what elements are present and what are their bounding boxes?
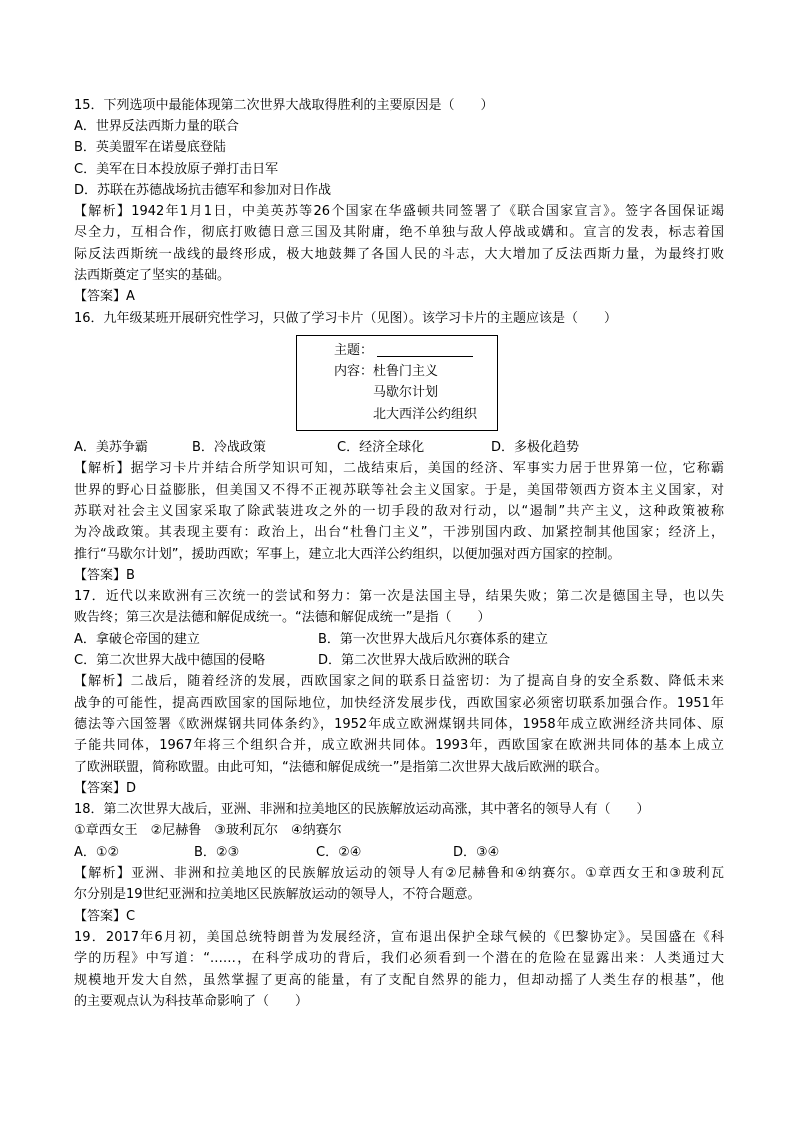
question-15-option-a: A．世界反法西斯力量的联合 — [74, 119, 239, 134]
question-16-analysis-line: 苏联对社会主义国家采取了除武装进攻之外的一切手段的敌对行动，以“遏制”共产主义，这种政策被称 — [74, 504, 724, 519]
question-15-analysis-line: 【解析】1942年1月1日，中美英苏等26个国家在华盛顿共同签署了《联合国家宣言》。签字各国保证竭 — [74, 204, 724, 219]
card-content-label: 内容： — [334, 364, 374, 379]
question-17-option-c: C．第二次世界大战中德国的侵略 — [74, 653, 266, 668]
question-17-option-b: B．第一次世界大战后凡尔赛体系的建立 — [318, 632, 548, 647]
question-15-analysis-line: 际反法西斯统一战线的最终形成，极大地鼓舞了各国人民的斗志，大大增加了反法西斯力量，为最终打败 — [74, 247, 724, 262]
question-15-option-d: D．苏联在苏德战场抗击德军和参加对日作战 — [74, 183, 332, 198]
question-19-stem: 的主要观点认为科技革命影响了（ ） — [74, 994, 309, 1009]
card-item: 杜鲁门主义 — [373, 364, 439, 379]
question-15-answer: 【答案】A — [74, 289, 135, 304]
question-18-option-c: C．②④ — [316, 845, 362, 860]
question-17-analysis-line: 了欧洲联盟，简称欧盟。由此可知，“法德和解促成统一”是指第二次世界大战后欧洲的联合。 — [74, 760, 608, 775]
card-item: 北大西洋公约组织 — [373, 407, 478, 422]
card-theme-label: 主题： — [334, 343, 374, 358]
question-16-analysis-line: 世界的野心日益膨胀，但美国又不得不正视苏联等社会主义国家。于是，美国带领西方资本主义国家，对 — [74, 483, 724, 498]
question-17-option-a: A．拿破仑帝国的建立 — [74, 632, 200, 647]
question-16-option-b: B．冷战政策 — [192, 440, 266, 455]
question-18-answer: 【答案】C — [74, 909, 136, 924]
question-16-analysis-line: 为冷战政策。其表现主要有：政治上，出台“杜鲁门主义”，干涉别国内政、加紧控制其他国家；经济上， — [74, 525, 724, 540]
question-18-option-d: D．③④ — [453, 845, 500, 860]
question-16-option-a: A．美苏争霸 — [74, 440, 148, 455]
question-17-stem: 败告终；第三次是法德和解促成统一。“法德和解促成统一”是指（ ） — [74, 610, 491, 625]
question-18-option-b: B．②③ — [194, 845, 240, 860]
question-17-stem: 17．近代以来欧洲有三次统一的尝试和努力：第一次是法国主导，结果失败；第二次是德国主导，也以失 — [74, 589, 724, 604]
question-17-analysis-line: 【解析】二战后，随着经济的发展，西欧国家之间的联系日益密切：为了提高自身的安全系数、降低未来 — [74, 674, 724, 689]
question-16-analysis-line: 推行“马歇尔计划”，援助西欧；军事上，建立北大西洋公约组织，以便加强对西方国家的控制。 — [74, 547, 621, 562]
card-item: 马歇尔计划 — [373, 385, 439, 400]
question-19-stem: 学的历程》中写道：“……，在科学成功的背后，我们必须看到一个潜在的危险在显露出来：人类通过大 — [74, 951, 724, 966]
question-17-analysis-line: 子能共同体，1967年将三个组织合并，成立欧洲共同体。1993年，西欧国家在欧洲共同体的基本上成立 — [74, 738, 724, 753]
question-16-answer: 【答案】B — [74, 568, 135, 583]
study-card — [296, 335, 498, 431]
question-16-option-d: D．多极化趋势 — [491, 440, 580, 455]
question-15-analysis-line: 法西斯奠定了坚实的基础。 — [74, 268, 231, 283]
question-18-analysis-line: 【解析】亚洲、非洲和拉美地区的民族解放运动的领导人有②尼赫鲁和④纳赛尔。①章西女王和③玻利瓦 — [74, 866, 724, 881]
question-15-option-c: C．美军在日本投放原子弹打击日军 — [74, 162, 279, 177]
question-18-option-a: A．①② — [74, 845, 120, 860]
question-15-option-b: B．英美盟军在诺曼底登陆 — [74, 140, 226, 155]
question-18-stem: 18．第二次世界大战后，亚洲、非洲和拉美地区的民族解放运动高涨，其中著名的领导人有（ ） — [74, 802, 650, 817]
question-16-stem: 16．九年级某班开展研究性学习，只做了学习卡片（见图）。该学习卡片的主题应该是（ ） — [74, 311, 618, 326]
card-theme-blank — [377, 356, 473, 357]
question-17-analysis-line: 德法等六国签署《欧洲煤钢共同体条约》，1952年成立欧洲煤钢共同体，1958年成立欧洲经济共同体、原 — [74, 717, 724, 732]
question-18-choices: ①章西女王 ②尼赫鲁 ③玻利瓦尔 ④纳赛尔 — [74, 823, 342, 838]
question-17-option-d: D．第二次世界大战后欧洲的联合 — [318, 653, 511, 668]
question-17-answer: 【答案】D — [74, 781, 137, 796]
question-16-option-c: C．经济全球化 — [337, 440, 425, 455]
question-16-analysis-line: 【解析】据学习卡片并结合所学知识可知，二战结束后，美国的经济、军事实力居于世界第一位，它称霸 — [74, 461, 724, 476]
question-19-stem: 规模地开发大自然，虽然掌握了更高的能量，有了支配自然界的能力，但却动摇了人类生存的根基”，他 — [74, 973, 724, 988]
question-15-analysis-line: 尽全力，互相合作，彻底打败德日意三国及其附庸，绝不单独与敌人停战或媾和。宣言的发表，标志着国 — [74, 225, 724, 240]
question-15-stem: 15．下列选项中最能体现第二次世界大战取得胜利的主要原因是（ ） — [74, 98, 494, 113]
question-19-stem: 19．2017年6月初，美国总统特朗普为发展经济，宣布退出保护全球气候的《巴黎协定》。吴国盛在《科 — [74, 930, 724, 945]
question-18-analysis-line: 尔分别是19世纪亚洲和拉美地区民族解放运动的领导人，不符合题意。 — [74, 887, 481, 902]
question-17-analysis-line: 战争的可能性，提高西欧国家的国际地位，加快经济发展步伐，西欧国家必须密切联系加强合作。1951年 — [74, 696, 724, 711]
